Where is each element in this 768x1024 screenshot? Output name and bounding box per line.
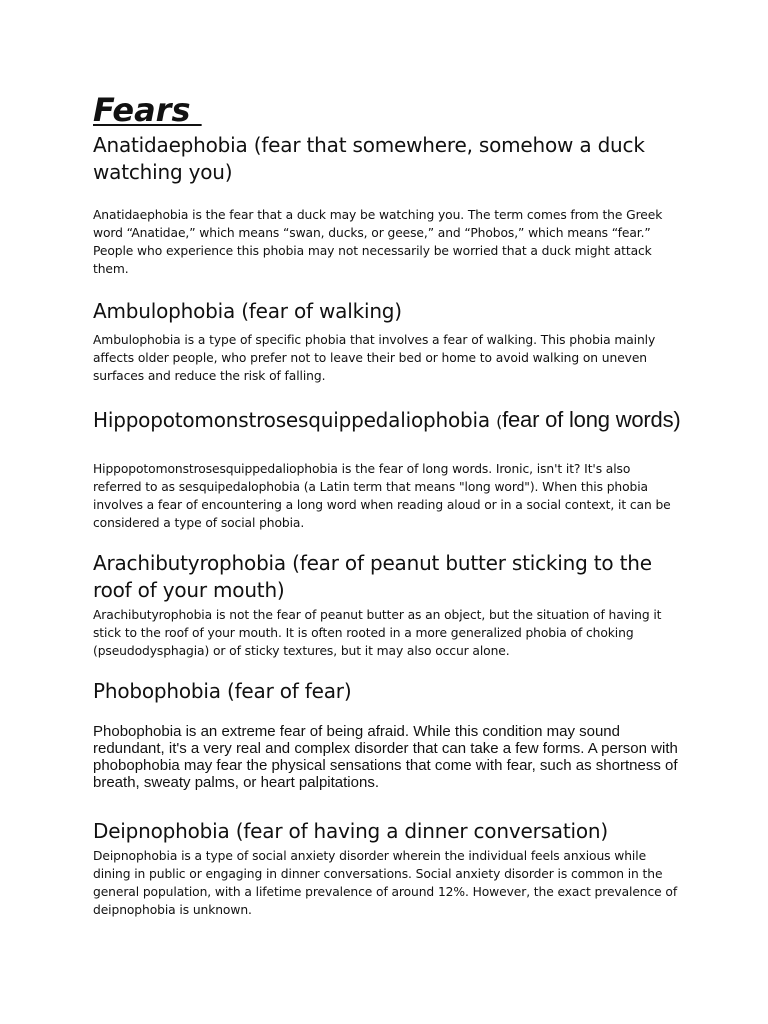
- section-heading-deipnophobia: Deipnophobia (fear of having a dinner conversation): [93, 819, 608, 843]
- section-body-hippopotomonstrosesquippedaliophobia: Hippopotomonstrosesquippedaliophobia is the fear of long words. Ironic, isn't it? It's also referred to as sesquipedalophobia (a Latin term that means "long word"). When this phobia involves a fear of encountering a long word when reading aloud or in a social context, it can be considered a type of social phobia.: [93, 462, 671, 530]
- section-body-anatidaephobia: Anatidaephobia is the fear that a duck may be watching you. The term comes from the Greek word “Anatidae,” which means “swan, ducks, or geese,” and “Phobos,” which means “fear.” People who experience this phobia may not necessarily be worried that a duck might attack them.: [93, 208, 663, 276]
- document-title: Fears: [93, 91, 202, 129]
- section-heading-arachibutyrophobia: Arachibutyrophobia (fear of peanut butter sticking to the roof of your mouth): [93, 551, 652, 602]
- section-body-ambulophobia: Ambulophobia is a type of specific phobia that involves a fear of walking. This phobia mainly affects older people, who prefer not to leave their bed or home to avoid walking on uneven surfaces and reduce the risk of falling.: [93, 333, 656, 383]
- heading-main-text: Hippopotomonstrosesquippedaliophobia: [93, 408, 497, 432]
- section-body-deipnophobia: Deipnophobia is a type of social anxiety disorder wherein the individual feels anxious while dining in public or engaging in dinner conversations. Social anxiety disorder is common in the general population, with a lifetime prevalence of around 12%. However, the exact prevalence of deipnophobia is unknown.: [93, 849, 678, 917]
- section-heading-anatidaephobia: Anatidaephobia (fear that somewhere, somehow a duck watching you): [93, 133, 645, 184]
- section-body-arachibutyrophobia: Arachibutyrophobia is not the fear of peanut butter as an object, but the situation of having it stick to the roof of your mouth. It is often rooted in a more generalized phobia of choking (pseudodysphagia) or of sticky textures, but it may also occur alone.: [93, 608, 662, 658]
- section-heading-hippopotomonstrosesquippedaliophobia: [93, 406, 693, 435]
- heading-rest-text: fear of long words): [502, 407, 681, 432]
- section-body-phobophobia: Phobophobia is an extreme fear of being afraid. While this condition may sound redundant, it's a very real and complex disorder that can take a few forms. A person with phobophobia may fear the physical sensations that come with fear, such as shortness of breath, sweaty palms, or heart palpitations.: [93, 723, 678, 791]
- section-heading-phobophobia: Phobophobia (fear of fear): [93, 679, 352, 703]
- section-heading-ambulophobia: Ambulophobia (fear of walking): [93, 299, 402, 323]
- heading-paren: (: [496, 412, 503, 431]
